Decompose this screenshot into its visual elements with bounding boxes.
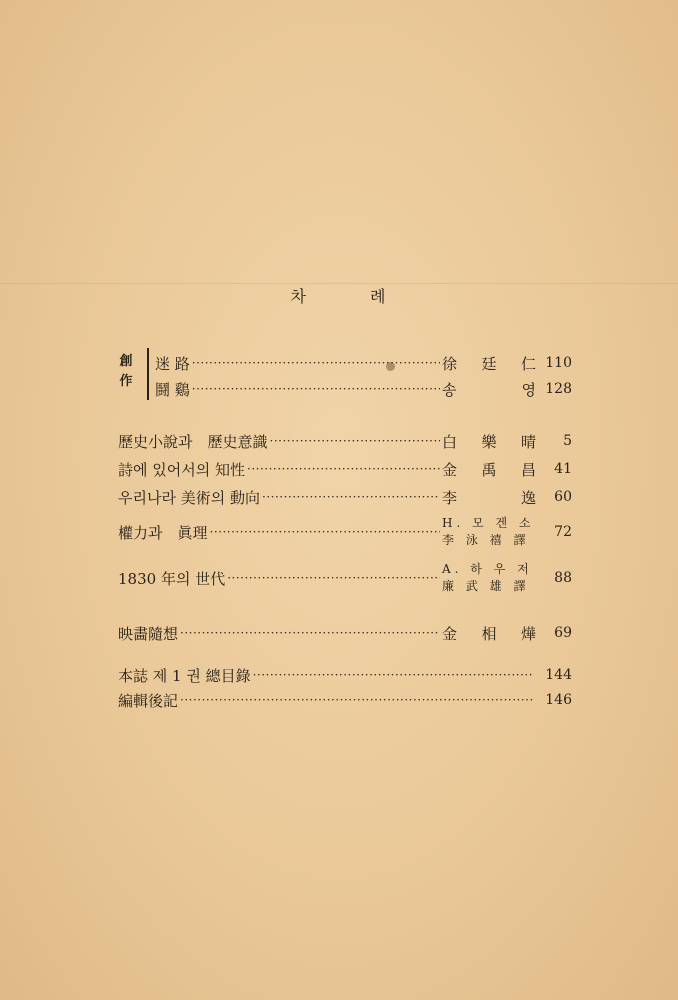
entry-page: 60 [554, 489, 572, 505]
entry-author: 金 禹 昌 [442, 460, 536, 479]
leader-dots [210, 525, 441, 539]
entry-title: 迷 路 [155, 354, 190, 373]
toc-entry[interactable] [118, 486, 572, 508]
entry-title: 映畵隨想 [118, 624, 179, 643]
entry-title: 編輯後記 [118, 691, 179, 710]
entry-title: 本誌 제 1 권 總目錄 [118, 666, 251, 685]
entry-author [442, 515, 536, 549]
entry-title: 詩에 있어서의 知性 [118, 460, 245, 479]
entry-author: 白 樂 晴 [442, 432, 536, 451]
leader-dots [192, 382, 440, 396]
genre-char-2: 作 [119, 374, 133, 389]
entry-title: 우리나라 美術의 動向 [118, 488, 260, 507]
entry-author: 송 영 [442, 380, 536, 399]
entry-author-original: A. 하 우 저 [442, 562, 533, 576]
entry-author [442, 561, 536, 595]
entry-title: 鬪 鷄 [155, 380, 190, 399]
entry-author-translator: 廉 武 雄 譯 [442, 579, 530, 593]
toc-entry[interactable] [118, 689, 572, 711]
leader-dots [192, 356, 440, 370]
entry-page: 5 [563, 433, 572, 449]
genre-bracket [147, 348, 149, 400]
leader-dots [253, 668, 534, 682]
toc-entry[interactable] [118, 458, 572, 480]
entry-page: 110 [545, 355, 572, 371]
entry-author-original: H. 모 겐 소 [442, 516, 535, 530]
leader-dots [270, 434, 441, 448]
toc-entry[interactable] [155, 378, 572, 400]
leader-dots [180, 693, 534, 707]
leader-dots [227, 571, 440, 585]
toc-entry[interactable] [118, 430, 572, 452]
toc-entry[interactable] [155, 352, 572, 374]
entry-title: 權力과 眞理 [118, 523, 208, 542]
entry-page: 88 [554, 570, 572, 586]
entry-title: 歷史小說과 歷史意識 [118, 432, 268, 451]
toc-title-left: 차 [290, 287, 308, 306]
genre-char-1: 創 [119, 354, 133, 369]
entry-title: 1830 年의 世代 [118, 569, 226, 588]
entry-page: 69 [554, 625, 572, 641]
toc-title-right: 례 [370, 287, 388, 306]
entry-author: 徐 廷 仁 [442, 354, 536, 373]
toc-entry[interactable] [118, 512, 572, 552]
leader-dots [262, 490, 440, 504]
toc-entry[interactable] [118, 558, 572, 598]
entry-page: 41 [554, 461, 572, 477]
leader-dots [180, 626, 440, 640]
entry-page: 72 [554, 524, 572, 540]
entry-page: 128 [545, 381, 572, 397]
genre-label [116, 352, 136, 402]
leader-dots [247, 462, 440, 476]
toc-entry[interactable] [118, 664, 572, 686]
entry-author: 李 逸 [442, 488, 536, 507]
entry-page: 146 [545, 692, 572, 708]
entry-author: 金 相 燁 [442, 624, 536, 643]
toc-entry[interactable] [118, 622, 572, 644]
toc-title [0, 284, 678, 307]
entry-author-translator: 李 泳 禧 譯 [442, 533, 530, 547]
entry-page: 144 [545, 667, 572, 683]
